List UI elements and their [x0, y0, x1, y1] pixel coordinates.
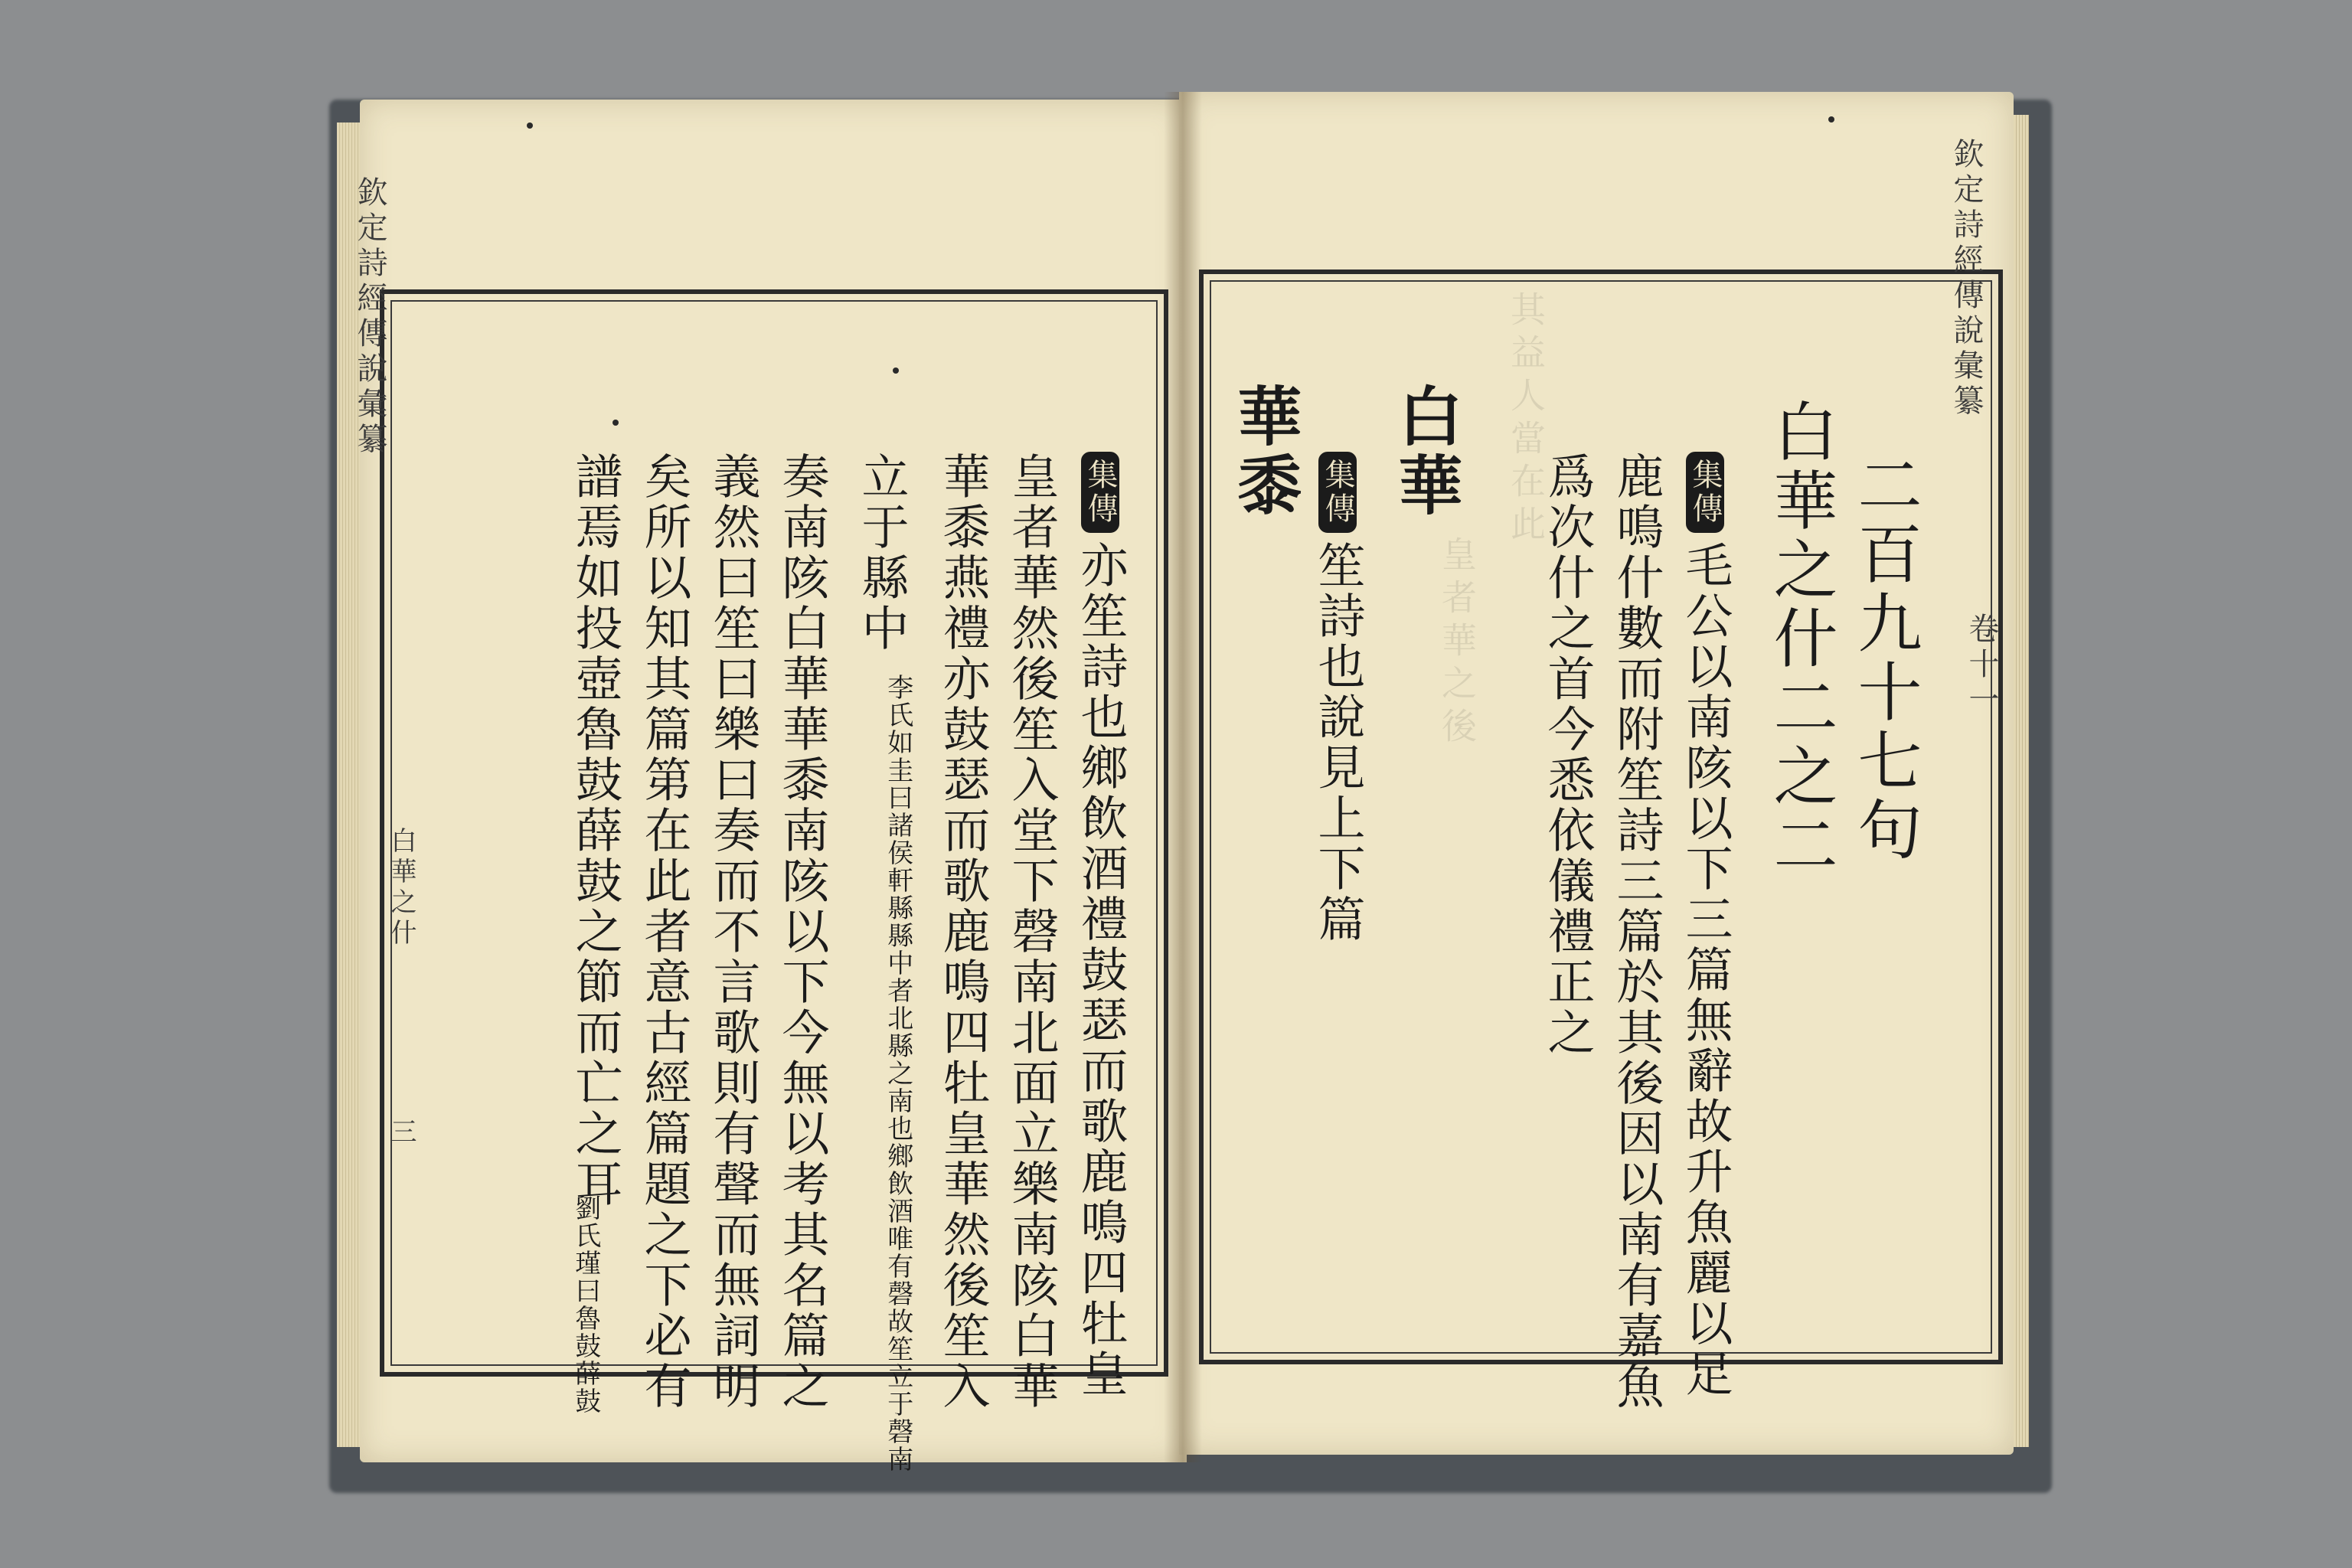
left-col-1 [1073, 452, 1129, 1400]
left-col-5: 奏南陔白華華黍南陔以下今無以考其名篇之 [774, 452, 830, 1412]
right-col-7-text: 笙詩也說見上下篇 [1310, 541, 1366, 945]
left-col-4 [854, 452, 910, 654]
left-col-4-note: 李氏如圭曰諸侯軒縣縣中者北縣之南也鄉飲酒唯有磬故笙立于磬南 [882, 674, 913, 1473]
right-margin-title: 欽定詩經傳說彙纂 [1949, 138, 1984, 420]
bleed-through-text: 其益人當在此 [1505, 291, 1547, 548]
left-col-8: 譜焉如投壺魯鼓薛鼓之節而亡之耳 [567, 452, 623, 1210]
right-col-7 [1310, 452, 1366, 945]
left-col-4-text: 立于縣中 [854, 452, 910, 654]
right-col-3 [1677, 452, 1733, 1400]
left-col-8-note: 劉氏瑾曰魯鼓薛鼓 [570, 1194, 601, 1415]
bleed-through-text: 皇者華之後 [1436, 536, 1478, 750]
left-col-2: 皇者華然後笙入堂下磬南北面立樂南陔白華 [1004, 452, 1060, 1412]
right-col-4: 鹿鳴什數而附笙詩三篇於其後因以南有嘉魚 [1609, 452, 1664, 1412]
ink-mark [893, 368, 899, 374]
right-col-1-verse-count: 二百九十七句 [1847, 452, 1922, 865]
right-col-2-section-title: 白華之什二之二 [1763, 398, 1838, 880]
ink-mark [1828, 116, 1834, 122]
commentary-badge: 集傳 [1686, 452, 1724, 533]
commentary-badge: 集傳 [1318, 452, 1357, 533]
book-gutter [1164, 92, 1202, 1462]
left-col-1-text: 亦笙詩也鄉飲酒禮鼓瑟而歌鹿鳴四牡皇 [1073, 541, 1129, 1400]
left-col-7: 矣所以知其篇第在此者意古經篇題之下必有 [636, 452, 692, 1412]
right-col-3-text: 毛公以南陔以下三篇無辭故升魚麗以足 [1677, 541, 1733, 1400]
commentary-badge: 集傳 [1081, 452, 1119, 533]
left-col-6: 義然曰笙曰樂曰奏而不言歌則有聲而無詞明 [705, 452, 761, 1412]
right-margin-volume: 卷十一 [1964, 612, 1999, 718]
left-margin-section: 白華之什 [386, 827, 416, 949]
ink-mark [612, 420, 619, 426]
left-margin-page-number: 三 [386, 1118, 416, 1148]
left-col-3: 華黍燕禮亦鼓瑟而歌鹿鳴四牡皇華然後笙入 [935, 452, 991, 1412]
right-col-6-poem-title: 白華 [1388, 383, 1464, 521]
ink-mark [527, 122, 533, 129]
right-col-8-poem-title: 華黍 [1227, 383, 1303, 521]
left-margin-title: 欽定詩經傳說彙纂 [352, 176, 387, 458]
right-col-5: 爲次什之首今悉依儀禮正之 [1540, 452, 1596, 1058]
